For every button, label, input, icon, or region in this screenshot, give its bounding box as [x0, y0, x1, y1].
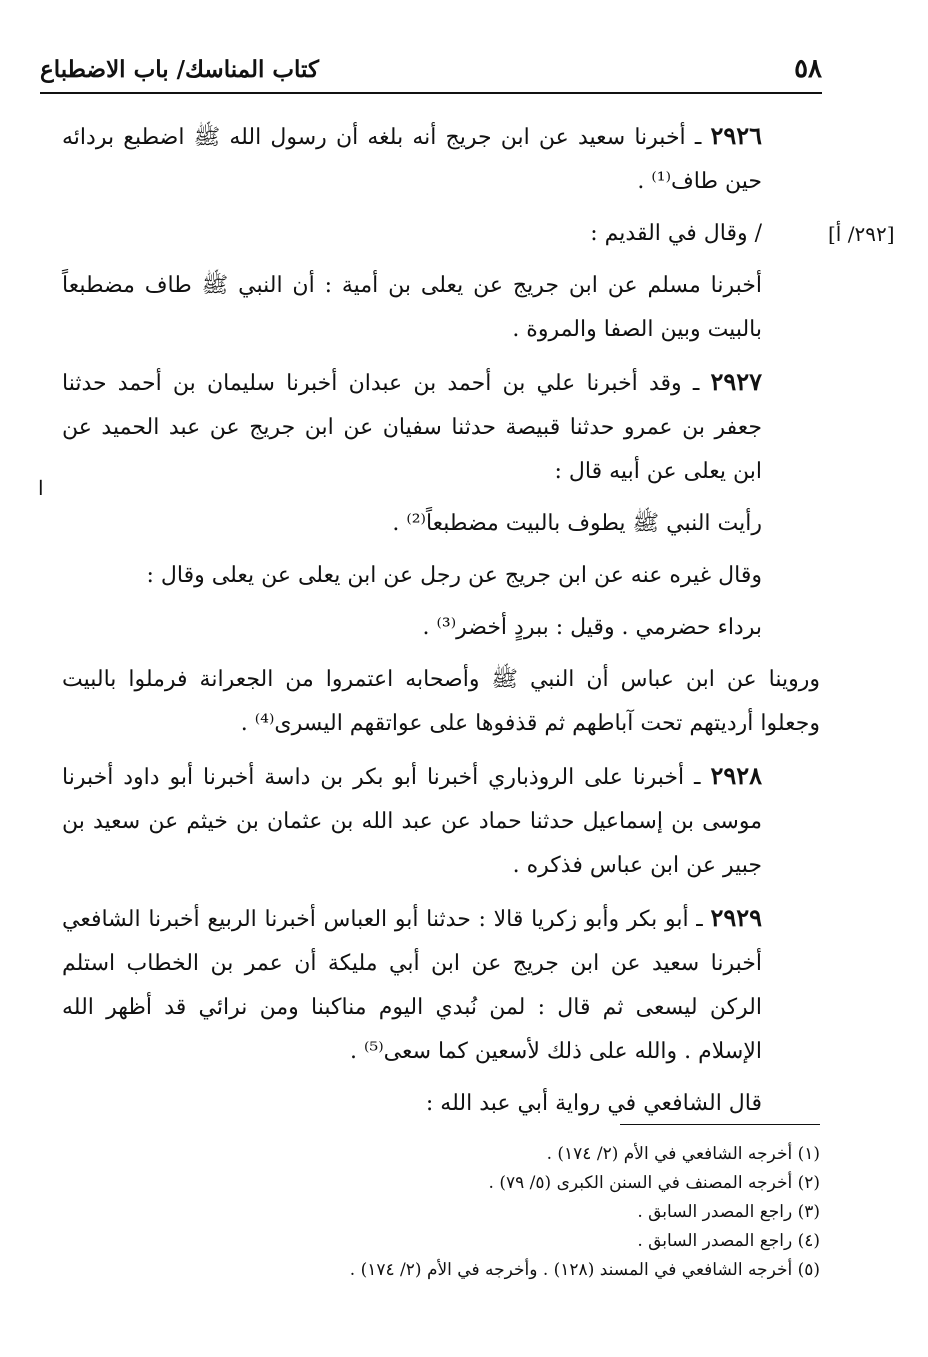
folio-reference: [٢٩٢/ أ]	[828, 222, 895, 246]
narration	[62, 264, 820, 352]
footnote-4: (٤) راجع المصدر السابق .	[637, 1231, 820, 1251]
paragraph-text: / وقال في القديم :	[590, 221, 762, 246]
footnote-5: (٥) أخرجه الشافعي في المسند (١٢٨) . وأخرجه في الأم (٢/ ١٧٤) .	[349, 1260, 820, 1280]
paragraph-text: برداء حضرمي . وقيل : ببردٍ أخضر⁽³⁾ .	[422, 615, 762, 640]
hadith-text: ـ أخبرنا سعيد عن ابن جريج أنه بلغه أن رسول الله ﷺ اضطبع بردائه حين طاف⁽¹⁾ .	[62, 125, 762, 194]
hadith-text: ـ وقد أخبرنا علي بن أحمد بن عبدان أخبرنا سليمان بن أحمد حدثنا جعفر بن عمرو حدثنا قبيصة حدثنا سفيان عن ابن جريج عن عبد الحميد عن ابن يعلى عن أبيه قال :	[62, 371, 762, 484]
page-header	[40, 48, 822, 94]
footnote-divider	[620, 1124, 820, 1125]
hadith-number: ٢٩٢٨	[710, 761, 762, 790]
hadith-number: ٢٩٢٦	[710, 121, 763, 150]
hadith-number: ٢٩٢٩	[710, 903, 762, 932]
narration	[62, 658, 820, 746]
hadith-2928	[62, 754, 820, 888]
hadith-number: ٢٩٢٧	[710, 367, 762, 396]
footnotes	[300, 1140, 820, 1285]
hadith-text: ـ أبو بكر وأبو زكريا قالا : حدثنا أبو العباس أخبرنا الربيع أخبرنا الشافعي أخبرنا سعيد عن ابن جريج عن ابن أبي مليكة أن عمر بن الخطاب استلم الركن ليسعى ثم قال : لمن نُبدي اليوم مناكبنا ومن نرائي قد أظهر الله الإسلام . والله على ذلك لأسعين كما سعى⁽⁵⁾ .	[62, 907, 762, 1064]
footnote-1: (١) أخرجه الشافعي في الأم (٢/ ١٧٤) .	[546, 1144, 820, 1164]
hadith-2927	[62, 360, 820, 494]
closing-note	[62, 1082, 820, 1126]
running-title: كتاب المناسك/ باب الاضطباع	[40, 56, 319, 83]
footnote-3: (٣) راجع المصدر السابق .	[637, 1202, 820, 1222]
paragraph-text: قال الشافعي في رواية أبي عبد الله :	[425, 1091, 762, 1116]
section-note	[62, 212, 820, 256]
paragraph-text: وروينا عن ابن عباس أن النبي ﷺ وأصحابه اعتمروا من الجعرانة فرملوا بالبيت وجعلوا أرديتهم تحت آباطهم ثم قذفوها على عواتقهم اليسرى⁽⁴⁾ .	[62, 667, 820, 736]
margin-mark: ا	[38, 476, 44, 500]
narration	[62, 554, 820, 598]
main-text	[62, 114, 820, 1134]
quote	[62, 502, 820, 546]
paragraph-text: وقال غيره عنه عن ابن جريج عن رجل عن ابن يعلى عن يعلى وقال :	[146, 563, 762, 588]
footnote-2: (٢) أخرجه المصنف في السنن الكبرى (٥/ ٧٩) .	[488, 1173, 820, 1193]
hadith-2926	[62, 114, 820, 204]
paragraph-text: أخبرنا مسلم عن ابن جريج عن يعلى بن أمية : أن النبي ﷺ طاف مضطبعاً بالبيت وبين الصفا والمروة .	[62, 273, 762, 342]
page-number: ٥٨	[794, 54, 822, 84]
paragraph-text: رأيت النبي ﷺ يطوف بالبيت مضطبعاً⁽²⁾ .	[392, 511, 762, 536]
hadith-text: ـ أخبرنا على الروذباري أخبرنا أبو بكر بن داسة أخبرنا أبو داود أخبرنا موسى بن إسماعيل حدثنا حماد عن عبد الله بن عثمان بن خيثم عن سعيد بن جبير عن ابن عباس فذكره .	[62, 765, 762, 878]
narration	[62, 606, 820, 650]
hadith-2929	[62, 896, 820, 1074]
